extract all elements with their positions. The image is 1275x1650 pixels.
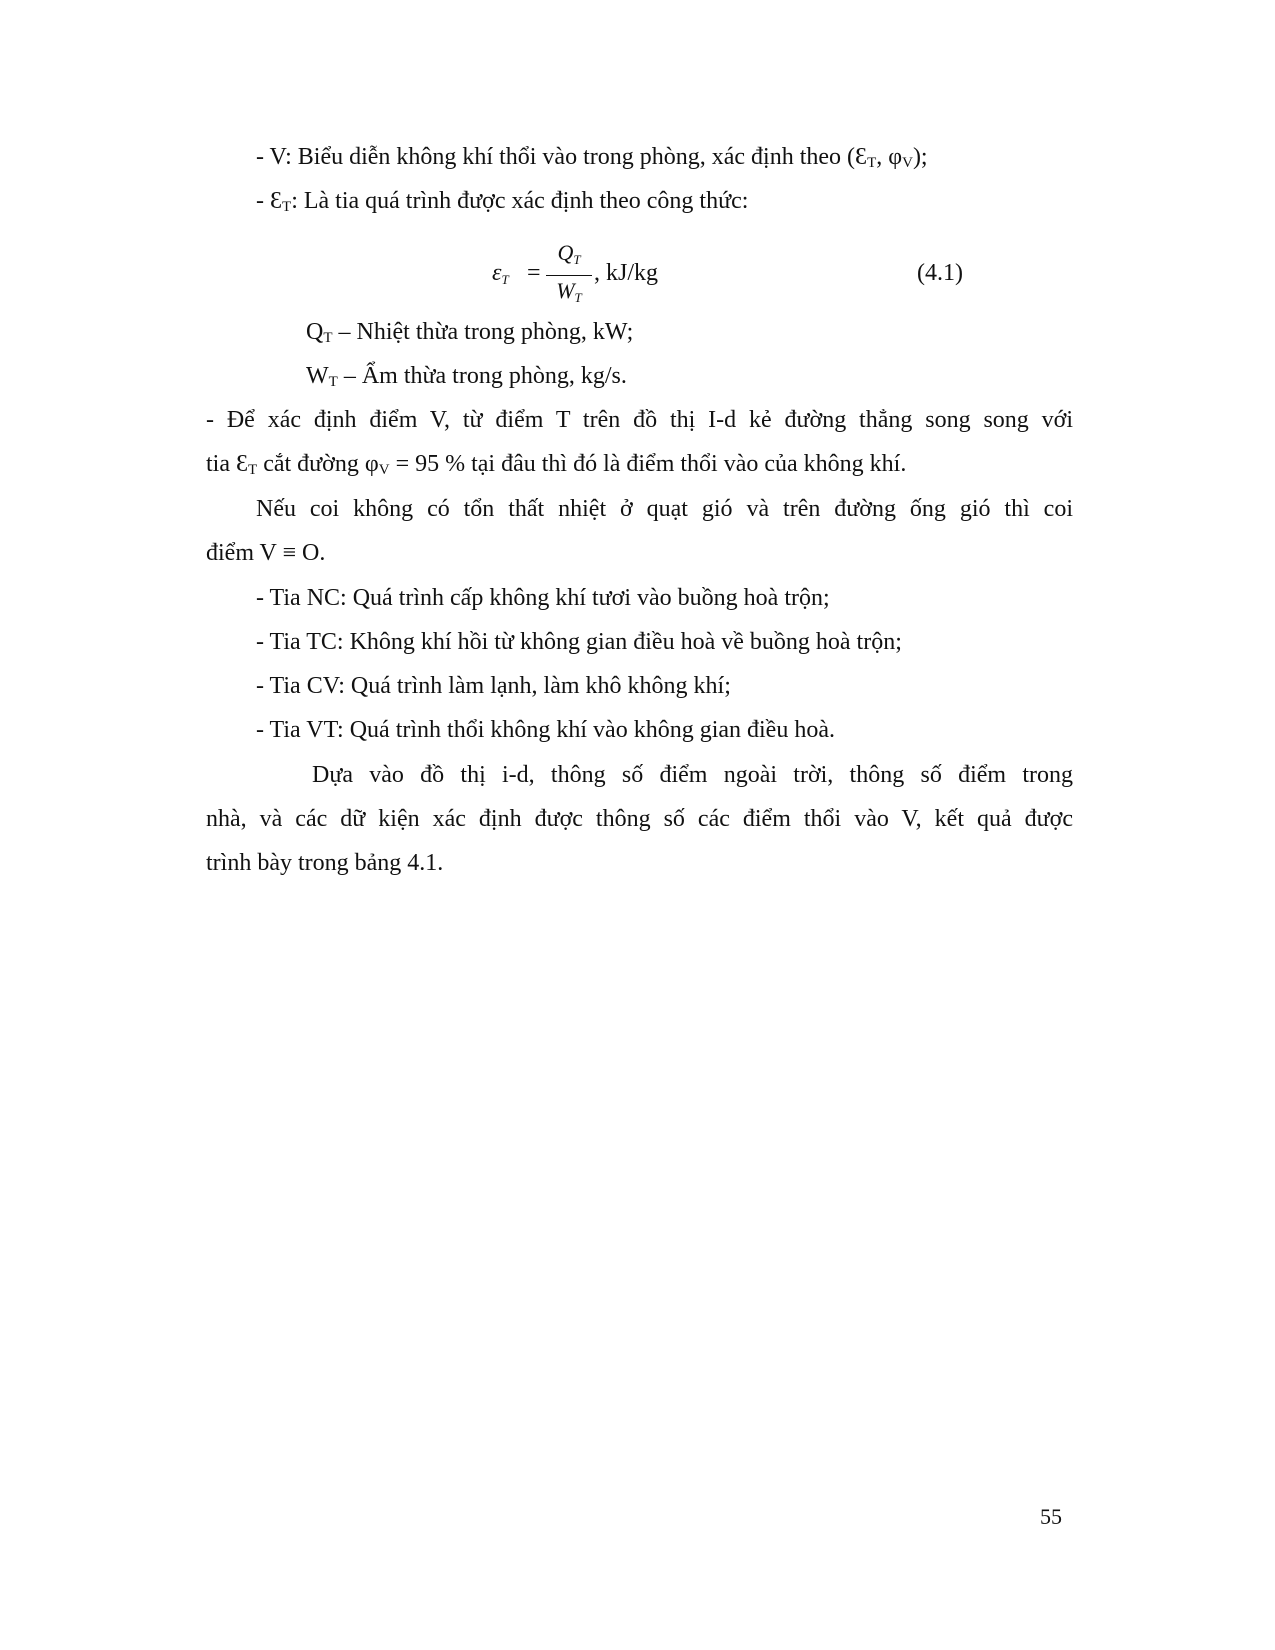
text: cắt đường φ [257, 451, 379, 477]
text-line-tia-tc: - Tia TC: Không khí hồi từ không gian điều hoà về buồng hoà trộn; [256, 629, 902, 655]
text: W [306, 363, 329, 389]
equation-unit: , kJ/kg [594, 260, 659, 286]
text: Q [557, 240, 574, 265]
text: = 95 % tại đâu thì đó là điểm thổi vào của không khí. [389, 451, 907, 477]
subscript: T [867, 155, 877, 171]
text-line-tia-cv: - Tia CV: Quá trình làm lạnh, làm khô không khí; [256, 673, 731, 699]
text: , φ [876, 144, 903, 170]
text-line-tia-vt: - Tia VT: Quá trình thổi không khí vào không gian điều hoà. [256, 717, 835, 743]
text: - V: Biểu diễn không khí thổi vào trong phòng, xác định theo ( [256, 144, 856, 170]
text-line-conclusion-3: trình bày trong bảng 4.1. [206, 850, 444, 876]
text: – Nhiệt thừa trong phòng, kW; [332, 319, 634, 345]
text-line-tia-nc: - Tia NC: Quá trình cấp không khí tươi vào buồng hoà trộn; [256, 585, 830, 611]
subscript: V [902, 155, 913, 171]
text-line-no-loss-1: Nếu coi không có tổn thất nhiệt ở quạt gió và trên đường ống gió thì coi [256, 496, 1073, 522]
text-line-wt [306, 361, 627, 397]
text: tia Ɛ [206, 451, 249, 477]
equation-lhs [492, 260, 509, 288]
text: W [556, 278, 575, 303]
numerator [546, 240, 592, 273]
subscript: T [328, 374, 338, 390]
subscript: T [501, 272, 509, 287]
text: : Là tia quá trình được xác định theo công thức: [291, 188, 749, 214]
equation-4-1 [492, 240, 962, 310]
epsilon: ε [492, 260, 502, 286]
subscript: T [323, 330, 333, 346]
fraction [546, 240, 592, 311]
text-line-qt [306, 317, 633, 353]
fraction-bar [546, 275, 592, 276]
text: - Ɛ [256, 188, 283, 214]
subscript: V [378, 462, 390, 478]
subscript: T [282, 199, 292, 215]
subscript: T [573, 252, 581, 267]
text-line-v-definition [256, 142, 928, 178]
text: – Ẩm thừa trong phòng, kg/s. [337, 363, 627, 389]
text-line-conclusion-2: nhà, và các dữ kiện xác định được thông số các điểm thổi vào V, kết quả được [206, 806, 1073, 832]
denominator [546, 278, 592, 311]
equals-sign: = [527, 260, 541, 286]
text-line-point-v-2 [206, 449, 906, 485]
equation-number: (4.1) [917, 260, 963, 286]
epsilon-symbol: Ɛ [855, 144, 868, 170]
text-line-conclusion-1: Dựa vào đồ thị i-d, thông số điểm ngoài trời, thông số điểm trong [312, 762, 1073, 788]
text-line-no-loss-2: điểm V ≡ O. [206, 540, 326, 566]
subscript: T [574, 290, 582, 305]
text: Q [306, 319, 324, 345]
text-line-point-v-1: - Để xác định điểm V, từ điểm T trên đồ thị I-d kẻ đường thẳng song song với [206, 407, 1073, 433]
text: ); [912, 144, 928, 170]
text-line-epsilon-definition [256, 186, 748, 222]
subscript: T [248, 462, 258, 478]
page-number: 55 [1040, 1504, 1062, 1529]
